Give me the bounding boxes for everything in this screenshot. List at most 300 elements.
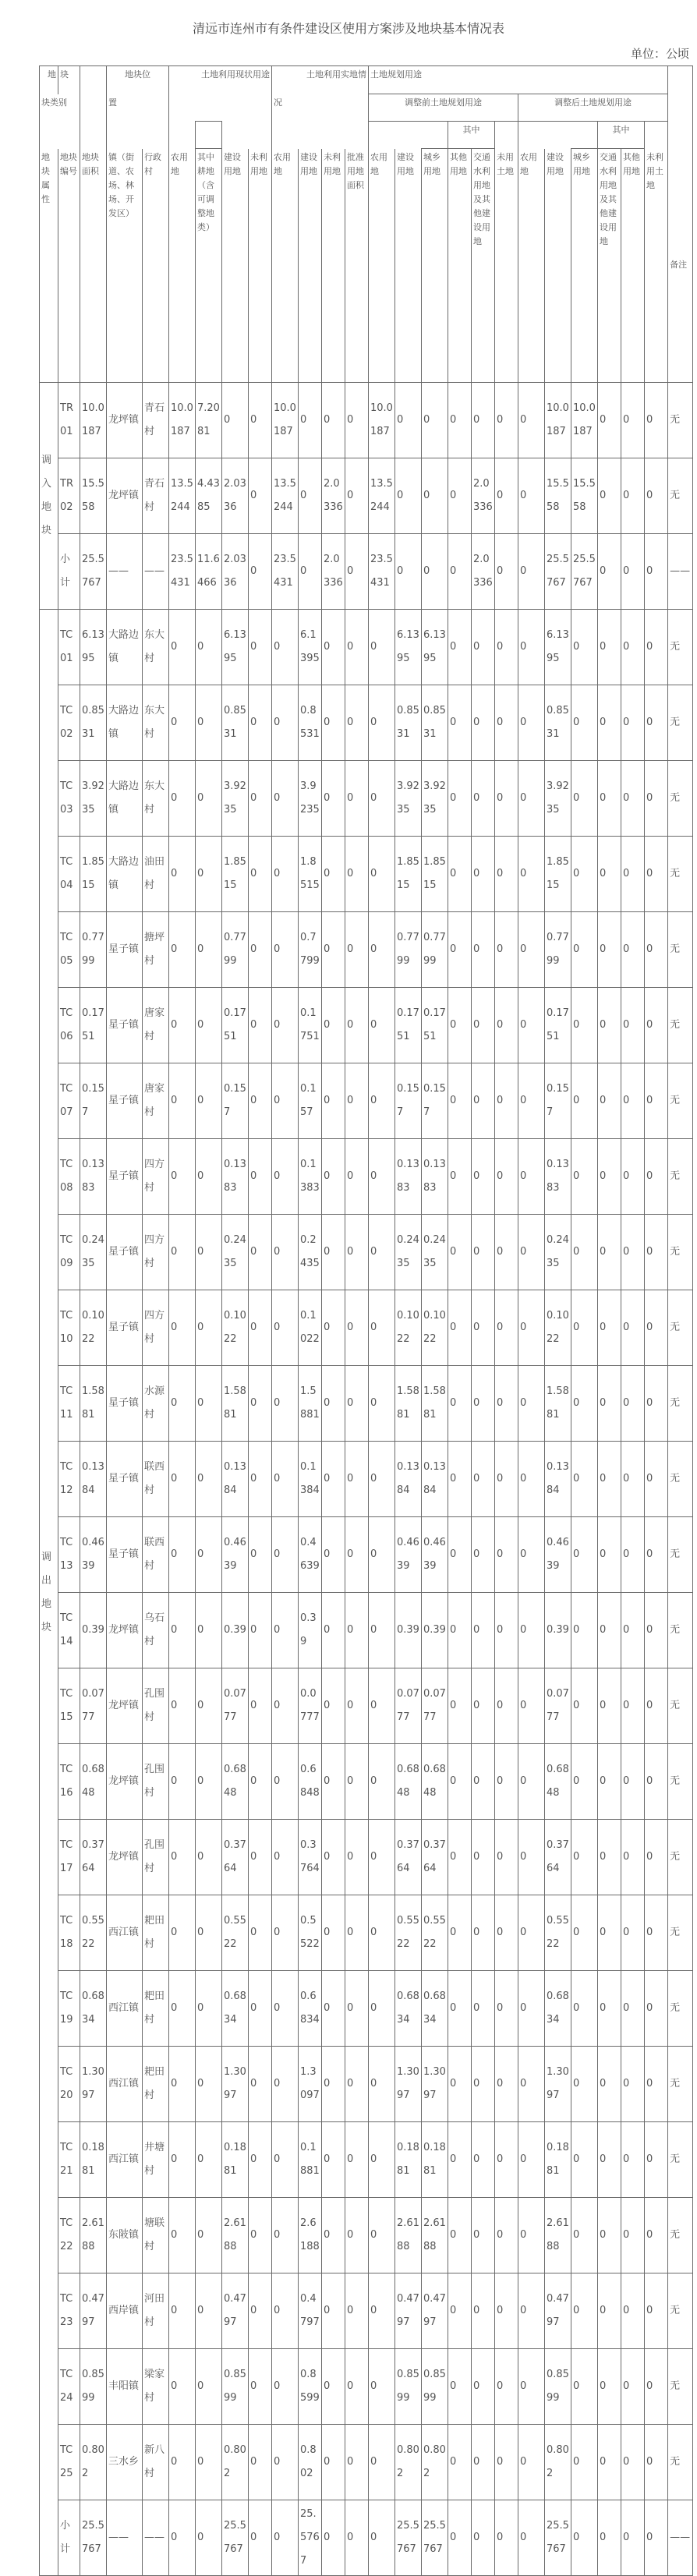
cell-pb-unused: 0 [495, 1820, 518, 1895]
cell-town: 星子镇 [107, 912, 143, 988]
cell-act-approved: 0 [345, 2425, 369, 2500]
cell-village: 河田村 [143, 2273, 169, 2349]
cell-pa-agri: 0 [518, 1517, 545, 1593]
cell-pa-unused: 0 [645, 2500, 668, 2576]
cell-pb-urban: 0.1022 [422, 1290, 448, 1366]
cell-cur-constr: 0 [222, 383, 249, 458]
cell-area: 3.9235 [80, 761, 107, 837]
cell-pa-urban: 0 [571, 1517, 598, 1593]
cell-cur-unused: 0 [249, 534, 272, 610]
header-current-use-tail [169, 94, 272, 122]
cell-town: 大路边镇 [107, 837, 143, 912]
cell-town: 星子镇 [107, 1517, 143, 1593]
cell-pb-other: 0 [448, 1139, 472, 1215]
cell-remark: 无 [668, 1593, 693, 1668]
cell-pa-constr: 10.0187 [545, 383, 571, 458]
cell-pb-urban: 6.1395 [422, 610, 448, 685]
cell-cur-constr: 1.8515 [222, 837, 249, 912]
cell-pb-other: 0 [448, 1593, 472, 1668]
cell-pb-unused: 0 [495, 1668, 518, 1744]
table-row [40, 1139, 693, 1215]
cell-pa-agri: 0 [518, 1366, 545, 1442]
cell-pb-unused: 0 [495, 1442, 518, 1517]
cell-act-approved: 0 [345, 1290, 369, 1366]
cell-village: 乌石村 [143, 1593, 169, 1668]
cell-pb-infra: 0 [472, 1290, 495, 1366]
header-plot-right: 块 [58, 66, 80, 94]
cell-town: 星子镇 [107, 1366, 143, 1442]
cell-cur-agri: 0 [169, 1517, 196, 1593]
cell-pb-other: 0 [448, 1517, 472, 1593]
cell-cur-unused: 0 [249, 2273, 272, 2349]
cell-id: TC10 [58, 1290, 80, 1366]
cell-pb-other: 0 [448, 2122, 472, 2198]
cell-cur-constr: 0.6848 [222, 1744, 249, 1820]
cell-pa-agri: 0 [518, 1820, 545, 1895]
cell-pb-urban: 0.4639 [422, 1517, 448, 1593]
cell-id: TC11 [58, 1366, 80, 1442]
cell-town: 星子镇 [107, 1290, 143, 1366]
cell-pb-agri: 0 [369, 2122, 395, 2198]
cell-act-approved: 0 [345, 1971, 369, 2047]
cell-pa-unused: 0 [645, 1744, 668, 1820]
cell-act-unused: 0 [322, 2349, 345, 2425]
cell-pb-agri: 0 [369, 2047, 395, 2122]
cell-town: 丰阳镇 [107, 2349, 143, 2425]
cell-cur-constr: 1.5881 [222, 1366, 249, 1442]
cell-pb-unused: 0 [495, 2198, 518, 2273]
cell-pb-constr: 2.6188 [395, 2198, 422, 2273]
cell-pa-agri: 0 [518, 988, 545, 1063]
cell-pa-other: 0 [621, 1442, 645, 1517]
cell-act-constr: 6.1395 [299, 610, 322, 685]
cell-pb-unused: 0 [495, 458, 518, 534]
cell-pa-constr: 1.5881 [545, 1366, 571, 1442]
cell-pa-infra: 0 [598, 534, 621, 610]
cell-pa-urban: 0 [571, 2047, 598, 2122]
cell-cur-unused: 0 [249, 2198, 272, 2273]
table-row [40, 912, 693, 988]
header-current-use: 土地利用现状用途 [169, 66, 272, 94]
cell-pb-agri: 0 [369, 1517, 395, 1593]
cell-area: 0.39 [80, 1593, 107, 1668]
cell-pb-other: 0 [448, 685, 472, 761]
cell-cur-agri: 0 [169, 1593, 196, 1668]
cell-area: 0.157 [80, 1063, 107, 1139]
cell-pb-constr: 0.1022 [395, 1290, 422, 1366]
cell-pa-urban: 10.0187 [571, 383, 598, 458]
header-blank [107, 122, 169, 149]
cell-id: TC18 [58, 1895, 80, 1971]
plot-info-table [39, 65, 693, 2576]
cell-act-unused: 0 [322, 1895, 345, 1971]
cell-pb-agri: 13.5244 [369, 458, 395, 534]
cell-pb-unused: 0 [495, 912, 518, 988]
cell-cur-agri: 0 [169, 1215, 196, 1290]
cell-act-agri: 0 [272, 1442, 299, 1517]
cell-act-constr: 0.8599 [299, 2349, 322, 2425]
cell-cur-constr: 2.6188 [222, 2198, 249, 2273]
cell-pb-other: 0 [448, 1895, 472, 1971]
cell-pa-infra: 0 [598, 2425, 621, 2500]
cell-pa-other: 0 [621, 761, 645, 837]
cell-act-approved: 0 [345, 685, 369, 761]
cell-pa-constr: 0.1384 [545, 1442, 571, 1517]
cell-cur-agri: 0 [169, 1820, 196, 1895]
cell-cur-constr: 0.5522 [222, 1895, 249, 1971]
cell-pa-agri: 0 [518, 2500, 545, 2576]
cell-cur-agri: 0 [169, 1744, 196, 1820]
cell-id: TC01 [58, 610, 80, 685]
cell-pb-infra: 2.0336 [472, 458, 495, 534]
table-row [40, 534, 693, 610]
cell-pa-other: 0 [621, 2425, 645, 2500]
cell-pb-unused: 0 [495, 761, 518, 837]
cell-act-approved: 0 [345, 912, 369, 988]
cell-pa-unused: 0 [645, 685, 668, 761]
cell-pb-infra: 0 [472, 383, 495, 458]
cell-act-unused: 0 [322, 2122, 345, 2198]
cell-act-constr: 0.1022 [299, 1290, 322, 1366]
cell-remark: 无 [668, 761, 693, 837]
cell-pb-infra: 0 [472, 2500, 495, 2576]
cell-id: TC12 [58, 1442, 80, 1517]
cell-act-constr: 0.6834 [299, 1971, 322, 2047]
cell-pa-urban: 0 [571, 1971, 598, 2047]
cell-pb-infra: 0 [472, 1668, 495, 1744]
cell-act-agri: 0 [272, 1593, 299, 1668]
cell-pb-urban: 0.802 [422, 2425, 448, 2500]
header-blank [80, 66, 107, 94]
cell-remark: 无 [668, 2198, 693, 2273]
cell-cur-unused: 0 [249, 988, 272, 1063]
cell-area: 0.2435 [80, 1215, 107, 1290]
cell-pb-infra: 0 [472, 1063, 495, 1139]
table-row [40, 1366, 693, 1442]
cell-cur-unused: 0 [249, 2500, 272, 2576]
cell-remark: 无 [668, 2047, 693, 2122]
cell-pb-agri: 0 [369, 1971, 395, 2047]
cell-pa-other: 0 [621, 2047, 645, 2122]
cell-id: TC16 [58, 1744, 80, 1820]
cell-area: 0.1384 [80, 1442, 107, 1517]
cell-pa-constr: 0.4639 [545, 1517, 571, 1593]
cell-town: 龙坪镇 [107, 1744, 143, 1820]
cell-pb-constr: 0.1881 [395, 2122, 422, 2198]
cell-pb-agri: 0 [369, 1366, 395, 1442]
cell-cur-unused: 0 [249, 2425, 272, 2500]
cell-cur-agri: 0 [169, 1139, 196, 1215]
header-planned-use: 土地规划用途 [369, 66, 668, 94]
cell-area: 1.8515 [80, 837, 107, 912]
cell-area: 0.1022 [80, 1290, 107, 1366]
cell-pb-agri: 0 [369, 761, 395, 837]
cell-pb-other: 0 [448, 1971, 472, 2047]
cell-cur-unused: 0 [249, 1820, 272, 1895]
cell-cur-unused: 0 [249, 2122, 272, 2198]
cell-cur-constr: 0.7799 [222, 912, 249, 988]
col-header-act-agri: 农用地 [272, 149, 299, 383]
cell-id: TC19 [58, 1971, 80, 2047]
table-row [40, 1063, 693, 1139]
cell-pa-constr: 25.5767 [545, 2500, 571, 2576]
cell-pb-constr: 25.5767 [395, 2500, 422, 2576]
cell-act-approved: 0 [345, 1668, 369, 1744]
cell-id: 小计 [58, 2500, 80, 2576]
cell-cur-constr: 0.1881 [222, 2122, 249, 2198]
cell-village: 井塘村 [143, 2122, 169, 2198]
cell-pb-agri: 0 [369, 685, 395, 761]
cell-act-unused: 0 [322, 2500, 345, 2576]
table-row [40, 2349, 693, 2425]
col-header-pb-other: 其他用地 [448, 149, 472, 383]
cell-pb-urban: 0.6834 [422, 1971, 448, 2047]
cell-act-constr: 0.7799 [299, 912, 322, 988]
cell-act-constr: 0.1881 [299, 2122, 322, 2198]
cell-act-agri: 0 [272, 2198, 299, 2273]
cell-act-constr: 1.8515 [299, 837, 322, 912]
cell-act-constr: 25.5767 [299, 2500, 322, 2576]
col-header-pa-infra: 交通水利用地及其他建设用地 [598, 149, 621, 383]
cell-act-unused: 2.0336 [322, 458, 345, 534]
cell-pa-unused: 0 [645, 2047, 668, 2122]
cell-pa-agri: 0 [518, 685, 545, 761]
cell-cur-cult: 0 [196, 1366, 222, 1442]
col-header-act-construction: 建设用地 [299, 149, 322, 383]
cell-area: 25.5767 [80, 534, 107, 610]
cell-pb-infra: 0 [472, 610, 495, 685]
cell-village: 联西村 [143, 1517, 169, 1593]
cell-pb-urban: 0.6848 [422, 1744, 448, 1820]
cell-act-agri: 13.5244 [272, 458, 299, 534]
cell-id: TC20 [58, 2047, 80, 2122]
unit-label: 单位：公顷 [630, 47, 689, 61]
col-header-village: 行政村 [143, 149, 169, 383]
cell-pa-infra: 0 [598, 1063, 621, 1139]
cell-pb-constr: 1.8515 [395, 837, 422, 912]
cell-village: 水源村 [143, 1366, 169, 1442]
cell-pa-constr: 0.802 [545, 2425, 571, 2500]
cell-pb-unused: 0 [495, 1593, 518, 1668]
cell-act-agri: 0 [272, 1971, 299, 2047]
cell-pb-other: 0 [448, 761, 472, 837]
cell-area: 0.0777 [80, 1668, 107, 1744]
cell-pb-agri: 0 [369, 1744, 395, 1820]
header-blank [40, 122, 80, 149]
cell-area: 1.5881 [80, 1366, 107, 1442]
cell-pa-constr: 0.3764 [545, 1820, 571, 1895]
cell-area: 0.4797 [80, 2273, 107, 2349]
cell-pb-constr: 0.4797 [395, 2273, 422, 2349]
header-plan-before: 调整前土地规划用途 [369, 94, 518, 122]
cell-cur-cult: 0 [196, 1290, 222, 1366]
cell-act-agri: 0 [272, 2349, 299, 2425]
cell-pa-unused: 0 [645, 988, 668, 1063]
cell-pa-infra: 0 [598, 2122, 621, 2198]
cell-pa-urban: 0 [571, 837, 598, 912]
cell-id: TC09 [58, 1215, 80, 1290]
cell-act-unused: 0 [322, 761, 345, 837]
cell-town: —— [107, 2500, 143, 2576]
cell-village: 东大村 [143, 610, 169, 685]
cell-pb-other: 0 [448, 534, 472, 610]
cell-town: 龙坪镇 [107, 458, 143, 534]
cell-pb-unused: 0 [495, 837, 518, 912]
cell-cur-unused: 0 [249, 1215, 272, 1290]
cell-pa-constr: 0.6848 [545, 1744, 571, 1820]
cell-act-unused: 0 [322, 1063, 345, 1139]
cell-pb-urban: 1.5881 [422, 1366, 448, 1442]
cell-remark: 无 [668, 1139, 693, 1215]
cell-cur-cult: 0 [196, 1971, 222, 2047]
cell-cur-constr: 0.6834 [222, 1971, 249, 2047]
col-header-pb-infra: 交通水利用地及其他建设用地 [472, 149, 495, 383]
cell-pa-other: 0 [621, 2273, 645, 2349]
cell-act-unused: 0 [322, 1139, 345, 1215]
cell-act-constr: 0.2435 [299, 1215, 322, 1290]
cell-pb-infra: 0 [472, 2047, 495, 2122]
cell-id: TC08 [58, 1139, 80, 1215]
header-plot-category: 块类别 [40, 94, 80, 122]
cell-cur-constr: 0.4639 [222, 1517, 249, 1593]
cell-act-constr: 2.6188 [299, 2198, 322, 2273]
cell-cur-constr: 2.0336 [222, 534, 249, 610]
cell-cur-cult: 0 [196, 2047, 222, 2122]
cell-pb-unused: 0 [495, 988, 518, 1063]
col-header-cur-agri: 农用地 [169, 149, 196, 383]
cell-pb-unused: 0 [495, 2500, 518, 2576]
cell-pa-infra: 0 [598, 988, 621, 1063]
cell-pa-other: 0 [621, 1215, 645, 1290]
cell-pb-infra: 0 [472, 2198, 495, 2273]
cell-pb-agri: 0 [369, 912, 395, 988]
header-blank [645, 122, 668, 149]
cell-pb-infra: 2.0336 [472, 534, 495, 610]
cell-pa-infra: 0 [598, 1366, 621, 1442]
cell-cur-cult: 4.4385 [196, 458, 222, 534]
cell-pb-urban: 0 [422, 458, 448, 534]
cell-pa-other: 0 [621, 610, 645, 685]
cell-pa-constr: 0.6834 [545, 1971, 571, 2047]
cell-pa-urban: 0 [571, 610, 598, 685]
cell-pb-unused: 0 [495, 2047, 518, 2122]
cell-area: 0.5522 [80, 1895, 107, 1971]
cell-remark: 无 [668, 610, 693, 685]
cell-pb-constr: 0.1384 [395, 1442, 422, 1517]
cell-pa-infra: 0 [598, 2349, 621, 2425]
cell-pa-urban: 0 [571, 1139, 598, 1215]
cell-area: 0.1881 [80, 2122, 107, 2198]
cell-cur-agri: 0 [169, 1063, 196, 1139]
cell-cur-constr: 1.3097 [222, 2047, 249, 2122]
cell-remark: 无 [668, 383, 693, 458]
cell-pa-constr: 6.1395 [545, 610, 571, 685]
table-row [40, 2273, 693, 2349]
cell-pa-infra: 0 [598, 610, 621, 685]
cell-cur-constr: 0.8531 [222, 685, 249, 761]
cell-village: 耙田村 [143, 1895, 169, 1971]
cell-remark: 无 [668, 988, 693, 1063]
cell-pb-other: 0 [448, 2425, 472, 2500]
cell-cur-agri: 23.5431 [169, 534, 196, 610]
cell-pa-unused: 0 [645, 1593, 668, 1668]
cell-cur-cult: 0 [196, 685, 222, 761]
cell-pa-constr: 0.1881 [545, 2122, 571, 2198]
cell-pb-infra: 0 [472, 2122, 495, 2198]
cell-act-agri: 0 [272, 1139, 299, 1215]
cell-pa-unused: 0 [645, 1820, 668, 1895]
table-row [40, 988, 693, 1063]
cell-village: 搪坪村 [143, 912, 169, 988]
cell-act-agri: 0 [272, 1063, 299, 1139]
cell-act-approved: 0 [345, 383, 369, 458]
cell-pb-other: 0 [448, 1366, 472, 1442]
cell-pa-urban: 0 [571, 1895, 598, 1971]
cell-cur-cult: 0 [196, 2122, 222, 2198]
cell-pa-agri: 0 [518, 1139, 545, 1215]
cell-village: 孔围村 [143, 1820, 169, 1895]
cell-pb-infra: 0 [472, 2273, 495, 2349]
cell-town: 大路边镇 [107, 610, 143, 685]
cell-pa-unused: 0 [645, 912, 668, 988]
header-blank [80, 122, 107, 149]
header-blank [668, 122, 693, 149]
header-blank [272, 122, 369, 149]
cell-village: —— [143, 534, 169, 610]
cell-pb-agri: 0 [369, 988, 395, 1063]
cell-pb-infra: 0 [472, 912, 495, 988]
cell-act-approved: 0 [345, 2122, 369, 2198]
header-actual-use: 土地利用实地情 [272, 66, 369, 94]
cell-pa-urban: 0 [571, 685, 598, 761]
cell-cur-cult: 0 [196, 1063, 222, 1139]
cell-pa-agri: 0 [518, 2349, 545, 2425]
cell-town: 西江镇 [107, 1971, 143, 2047]
cell-pa-infra: 0 [598, 1820, 621, 1895]
cell-pb-constr: 6.1395 [395, 610, 422, 685]
cell-pa-unused: 0 [645, 2349, 668, 2425]
cell-town: 星子镇 [107, 1215, 143, 1290]
header-blank [369, 122, 448, 149]
cell-id: TC03 [58, 761, 80, 837]
cell-id: 小计 [58, 534, 80, 610]
cell-pa-agri: 0 [518, 1290, 545, 1366]
cell-pa-constr: 0.8599 [545, 2349, 571, 2425]
cell-act-unused: 0 [322, 837, 345, 912]
cell-pa-agri: 0 [518, 1215, 545, 1290]
cell-act-approved: 0 [345, 1517, 369, 1593]
cell-pa-other: 0 [621, 837, 645, 912]
col-header-pa-agri: 农用地 [518, 149, 545, 383]
cell-pa-unused: 0 [645, 1517, 668, 1593]
cell-act-agri: 0 [272, 2425, 299, 2500]
cell-pa-urban: 0 [571, 988, 598, 1063]
cell-cur-constr: 2.0336 [222, 458, 249, 534]
cell-act-constr: 0.4639 [299, 1517, 322, 1593]
cell-act-unused: 0 [322, 1517, 345, 1593]
cell-pa-infra: 0 [598, 1593, 621, 1668]
cell-area: 10.0187 [80, 383, 107, 458]
cell-remark: 无 [668, 2425, 693, 2500]
cell-cur-constr: 0.2435 [222, 1215, 249, 1290]
cell-pa-agri: 0 [518, 2198, 545, 2273]
cell-pb-other: 0 [448, 1668, 472, 1744]
cell-remark: 无 [668, 912, 693, 988]
cell-cur-constr: 3.9235 [222, 761, 249, 837]
cell-remark: 无 [668, 1895, 693, 1971]
cell-village: 青石村 [143, 458, 169, 534]
cell-town: 大路边镇 [107, 761, 143, 837]
